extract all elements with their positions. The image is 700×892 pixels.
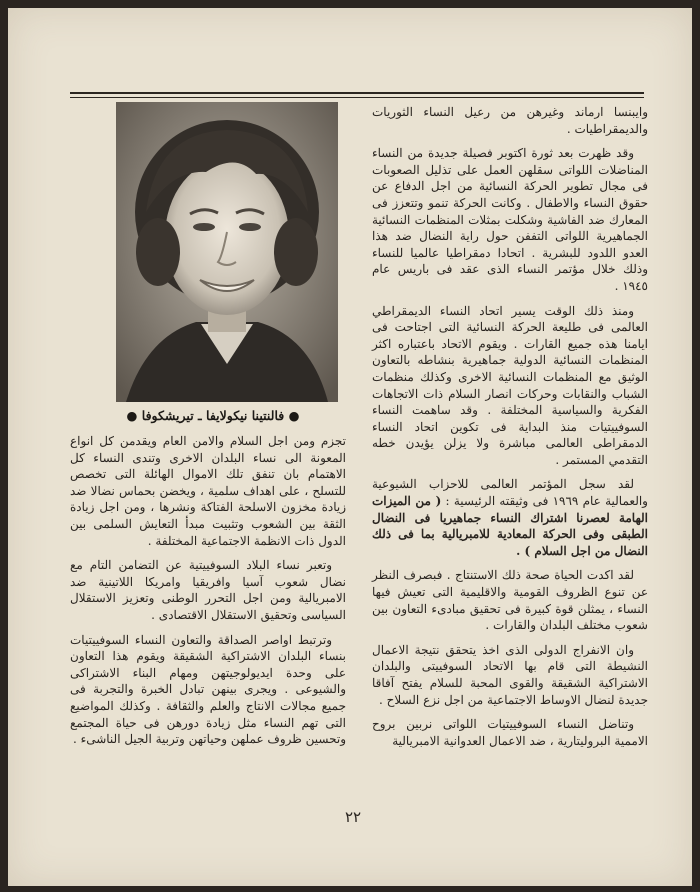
quote-intro: لقد سجل المؤتمر العالمى للاحزاب الشيوعية والعمالية عام ١٩٦٩ فى وثيقته الرئيسية : xyxy=(372,477,648,509)
article-column-left xyxy=(70,433,346,756)
paragraph: وايبنسا ارماند وغيرهن من رعيل النساء الثوريات والديمقراطيات . xyxy=(372,105,648,136)
article-column-right xyxy=(372,104,648,757)
paragraph: وتناضل النساء السوفييتيات اللواتى نربين بروح الاممية البروليتارية ، ضد الاعمال العدوانية الامبريالية xyxy=(372,717,648,748)
paragraph: ومنذ ذلك الوقت يسير اتحاد النساء الديمقراطي العالمى فى طليعة الحركة النسائية التى اجتاحت فى ايامنا هذه جميع القارات . ويقوم الاتحاد باعتباره اكثر المنظمات النسائية الدولية جماهيرية بنشاطه بالتعاون الوثيق مع المنظمات النسائية الاخرى وكذلك منظمات الشباب والنقابات وحركات انصار السلام ذات الاتجاهات الفكرية والسياسية المختلفة . وقد ساهمت النساء السوفييتيات منذ البداية فى تكوين اتحاد النساء الدمقراطى العالمى مباشرة ولا يزلن يؤيدن خطه التقدمي المستمر . xyxy=(372,303,648,467)
photo-caption: ● فالنتينا نيكولايفا ـ تيريشكوفا ● xyxy=(126,408,300,423)
magazine-page xyxy=(8,8,692,886)
paragraph: وان الانفراج الدولى الذى اخذ يتحقق نتيجة الاعمال النشيطة التى قام بها الاتحاد السوفييتى والبلدان الاشتراكية الشقيقة والقوى المحبة للسلام يفتح آفاقا جديدة لنضال الاوساط الاجتماعية من اجل نزع السلاح . xyxy=(372,642,648,707)
paragraph: وترتبط اواصر الصداقة والتعاون النساء السوفييتيات بنساء البلدان الاشتراكية الشقيقة ويقوم هذا التعاون على وحدة ايديولوجيتهن ومهام البناء الاشتراكى والشيوعى . ويجرى بينهن تبادل الخبرة والتجربة فى جميع مجالات الانتاج والعلم والثقافة . وكذلك المواضيع التى تهم النساء مثل زيادة دورهن فى حياة المجتمع وتحسين ظروف عملهن وحياتهن وتربية الجيل الناشىء . xyxy=(70,632,346,747)
paragraph-quote xyxy=(372,476,648,559)
paragraph: وتعبر نساء البلاد السوفييتية عن التضامن التام مع نضال شعوب آسيا وافريقيا وامريكا اللاتينية ضد الامبريالية ومن اجل التحرر الوطنى وتعزيز الاستقلال السياسى وتحقيق الاستقلال الاقتصادى . xyxy=(70,558,346,622)
header-rule-thin xyxy=(70,97,644,98)
quote-bold: ( من الميزات الهامة لعصرنا اشتراك النساء جماهيريا فى النضال الطبقى وفى الحركة المعادية للامبريالية بما فى ذلك النضال من اجل السلام ) . xyxy=(372,494,648,558)
paragraph: لقد اكدت الحياة صحة ذلك الاستنتاج . فبصرف النظر عن تنوع الظروف القومية والاقليمية التى تعيش فيها النساء ، يمثلن قوة كبيرة فى تحقيق مبادىء التعاون بين شعوب مختلف البلدان والقارات . xyxy=(372,568,648,633)
paragraph: وقد ظهرت بعد ثورة اكتوبر فصيلة جديدة من النساء المناضلات اللواتى سقلهن العمل على تذليل الصعوبات فى مجال تطوير الحركة النسائية من اجل الدفاع عن حقوق النساء والاطفال . وكانت الحركة تنمو وتتعزز فى المعارك ضد الفاشية وشكلت بمثلات المنظمات النسائية الجماهيرية اللواتى التففن حول راية النضال ضد هذا العدو اللدود للبشرية . اتحادا دمقراطيا عالميا للنساء وذلك خلال مؤتمر النساء الذى عقد فى باريس عام ١٩٤٥ . xyxy=(372,146,648,293)
portrait-illustration xyxy=(116,102,338,402)
header-rule xyxy=(70,92,644,94)
paragraph: تجزم ومن اجل السلام والامن العام ويقدمن كل انواع المعونة الى نساء البلدان الاخرى وتندى النساء كل الاهتمام بان تنفق تلك الاموال الهائلة التى تخصص للتسلح ، على اهداف سلمية ، ويخضن بحماس نضالا ضد زيادة مخزون الاسلحة الفتاكة ونشرها ، ومن اجل زيادة الثقة بين الشعوب وتثبيت مبدأ التعايش السلمى بين الدول ذات الانظمة الاجتماعية المختلفة . xyxy=(70,434,346,548)
page-number: ٢٢ xyxy=(344,808,362,826)
portrait-photo xyxy=(116,102,338,402)
